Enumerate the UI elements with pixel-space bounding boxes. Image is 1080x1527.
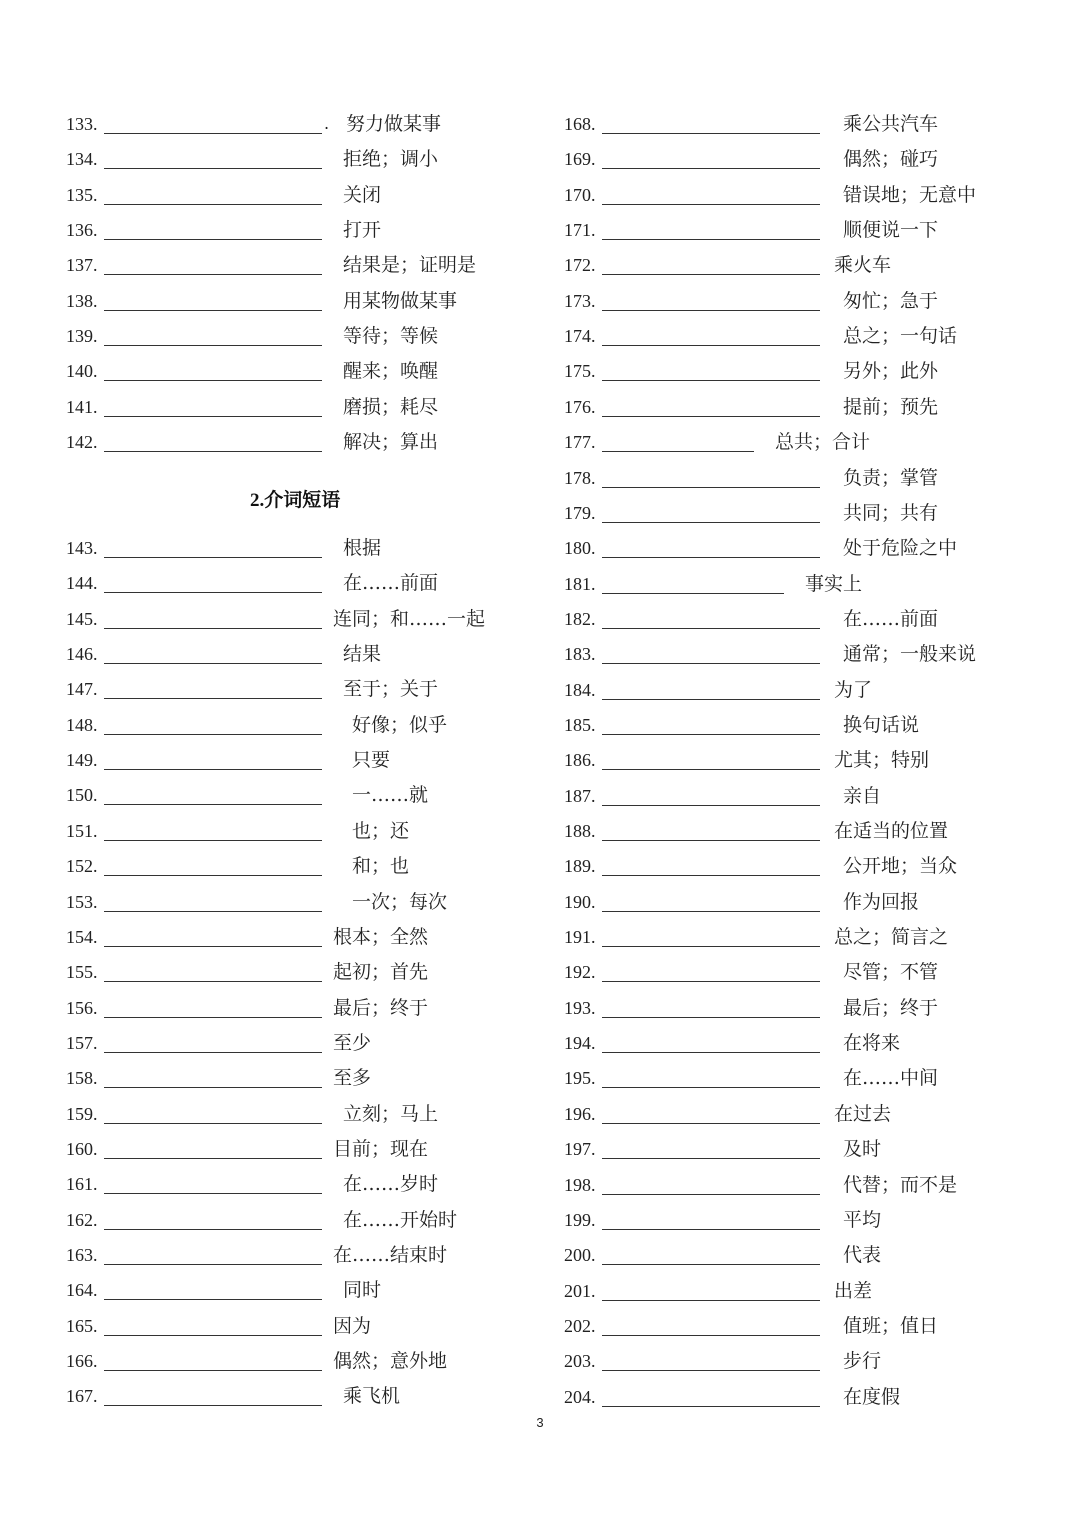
list-item	[0, 745, 540, 775]
answer-blank[interactable]	[602, 981, 820, 982]
item-number: 166.	[66, 1351, 98, 1372]
answer-blank[interactable]	[602, 557, 820, 558]
item-number: 157.	[66, 1032, 98, 1053]
item-number: 196.	[564, 1103, 596, 1124]
list-item	[498, 851, 1038, 881]
item-number: 179.	[564, 502, 596, 523]
item-number: 136.	[66, 220, 98, 241]
item-meaning: 解决；算出	[343, 431, 439, 454]
item-meaning: 磨损；耗尽	[343, 395, 439, 418]
answer-blank[interactable]	[104, 663, 322, 664]
list-item	[498, 180, 1038, 210]
list-item	[0, 392, 540, 422]
answer-blank[interactable]	[602, 1052, 820, 1053]
item-number: 148.	[66, 714, 98, 735]
item-number: 168.	[564, 114, 596, 134]
item-meaning: 在……开始时	[343, 1208, 458, 1231]
item-meaning: 总之；一句话	[843, 325, 958, 348]
item-number: 178.	[564, 467, 596, 488]
item-meaning: 只要	[352, 749, 391, 772]
answer-blank[interactable]	[104, 592, 322, 593]
item-meaning: 至于；关于	[343, 678, 439, 701]
answer-blank[interactable]	[104, 557, 322, 558]
item-number: 193.	[564, 997, 596, 1018]
list-item	[498, 781, 1038, 811]
list-item	[0, 427, 540, 457]
answer-blank[interactable]	[104, 946, 322, 947]
list-item	[0, 1240, 540, 1270]
item-number: 163.	[66, 1245, 98, 1265]
list-item	[498, 215, 1038, 245]
item-meaning: 另外；此外	[843, 360, 939, 383]
item-number: 133.	[66, 114, 98, 134]
list-item	[0, 887, 540, 917]
item-meaning: 在……前面	[843, 607, 939, 630]
item-number: 197.	[564, 1139, 596, 1160]
answer-blank[interactable]	[104, 274, 322, 275]
item-number: 135.	[66, 184, 98, 205]
item-number: 154.	[66, 926, 98, 947]
answer-blank[interactable]	[104, 1017, 322, 1018]
item-number: 156.	[66, 997, 98, 1018]
list-item	[0, 674, 540, 704]
item-number: 199.	[564, 1209, 596, 1230]
list-item	[0, 922, 540, 952]
item-number: 188.	[564, 821, 596, 841]
list-item	[0, 1063, 540, 1093]
item-number: 182.	[564, 608, 596, 629]
answer-blank[interactable]	[104, 1229, 322, 1230]
item-number: 200.	[564, 1245, 596, 1266]
answer-blank[interactable]	[602, 699, 820, 700]
item-meaning: 负责；掌管	[843, 466, 939, 489]
item-number: 204.	[564, 1386, 596, 1407]
item-meaning: 亲自	[843, 784, 882, 807]
item-number: 147.	[66, 679, 98, 700]
list-item	[498, 321, 1038, 351]
item-number: 189.	[564, 856, 596, 877]
item-meaning: 平均	[843, 1208, 882, 1231]
item-meaning: 在过去	[834, 1102, 892, 1125]
item-number: 167.	[66, 1386, 98, 1407]
item-number: 198.	[564, 1174, 596, 1195]
item-meaning: 起初；首先	[333, 961, 429, 984]
answer-blank[interactable]	[602, 204, 820, 205]
list-item	[498, 993, 1038, 1023]
item-meaning: 因为	[333, 1314, 372, 1337]
list-item	[498, 675, 1038, 705]
list-item	[498, 1276, 1038, 1306]
answer-blank[interactable]	[602, 487, 820, 488]
item-meaning: 总共；合计	[775, 431, 871, 454]
item-number: 145.	[66, 608, 98, 629]
item-number: 144.	[66, 573, 98, 594]
list-item	[498, 604, 1038, 634]
item-meaning: 换句话说	[843, 713, 920, 736]
list-item	[498, 639, 1038, 669]
list-item	[498, 1134, 1038, 1164]
item-meaning: 结果	[343, 643, 382, 666]
item-meaning: 尤其；特别	[834, 749, 930, 772]
item-meaning: 在度假	[843, 1385, 901, 1408]
answer-blank[interactable]	[602, 522, 820, 523]
answer-blank[interactable]	[602, 1264, 820, 1265]
item-meaning: 结果是；证明是	[343, 254, 477, 277]
answer-blank[interactable]	[104, 204, 322, 205]
list-item	[0, 851, 540, 881]
item-meaning: 最后；终于	[333, 996, 429, 1019]
answer-blank[interactable]	[104, 1193, 322, 1194]
answer-blank[interactable]	[104, 1335, 322, 1336]
item-number: 150.	[66, 785, 98, 806]
list-item	[0, 780, 540, 810]
item-number: 180.	[564, 538, 596, 559]
answer-blank[interactable]	[104, 133, 322, 134]
item-number: 158.	[66, 1068, 98, 1089]
list-item	[0, 1311, 540, 1341]
item-number: 160.	[66, 1138, 98, 1159]
item-number: 141.	[66, 396, 98, 417]
item-number: 170.	[564, 184, 596, 205]
item-number: 203.	[564, 1351, 596, 1372]
item-meaning: 在……岁时	[343, 1173, 439, 1196]
item-number: 184.	[564, 679, 596, 700]
item-meaning: 为了	[834, 678, 873, 701]
answer-blank[interactable]	[602, 805, 820, 806]
answer-blank[interactable]	[104, 981, 322, 982]
item-meaning: 醒来；唤醒	[343, 360, 439, 383]
list-item	[0, 1028, 540, 1058]
answer-blank[interactable]	[104, 734, 322, 735]
answer-blank[interactable]	[602, 946, 820, 947]
item-number: 151.	[66, 820, 98, 841]
item-number: 169.	[564, 149, 596, 170]
right-column	[498, 0, 1038, 1527]
item-meaning: 出差	[834, 1279, 873, 1302]
item-meaning: 乘火车	[834, 254, 892, 277]
answer-blank[interactable]	[104, 1052, 322, 1053]
answer-blank[interactable]	[104, 451, 322, 452]
item-meaning: 公开地；当众	[843, 855, 958, 878]
item-meaning: 目前；现在	[333, 1137, 429, 1160]
list-item	[0, 1169, 540, 1199]
item-meaning: 偶然；碰巧	[843, 148, 939, 171]
list-item	[498, 1382, 1038, 1412]
list-item	[498, 1240, 1038, 1270]
list-item	[0, 1134, 540, 1164]
item-number: 142.	[66, 432, 98, 453]
answer-blank[interactable]	[104, 1264, 322, 1265]
item-meaning: 值班；值日	[843, 1314, 939, 1337]
answer-blank[interactable]	[602, 1370, 820, 1371]
list-item	[0, 1381, 540, 1411]
answer-blank[interactable]	[602, 1123, 820, 1124]
item-meaning: 步行	[843, 1350, 882, 1373]
item-meaning: 连同；和……一起	[333, 607, 486, 630]
list-item	[0, 144, 540, 174]
item-meaning: 在……前面	[343, 572, 439, 595]
answer-blank[interactable]	[602, 1017, 820, 1018]
answer-blank[interactable]	[104, 239, 322, 240]
list-item	[498, 463, 1038, 493]
answer-blank[interactable]	[104, 840, 322, 841]
item-number: 140.	[66, 361, 98, 382]
answer-blank[interactable]	[602, 840, 820, 841]
answer-blank[interactable]	[602, 1194, 820, 1195]
answer-blank[interactable]	[602, 1087, 820, 1088]
list-item	[0, 180, 540, 210]
answer-blank[interactable]	[104, 1370, 322, 1371]
list-item	[498, 286, 1038, 316]
item-number: 181.	[564, 573, 596, 594]
section-title: 2.介词短语	[250, 489, 341, 511]
item-number: 195.	[564, 1068, 596, 1089]
answer-blank[interactable]	[104, 698, 322, 699]
answer-blank[interactable]	[602, 416, 820, 417]
item-meaning: 拒绝；调小	[343, 148, 439, 171]
item-meaning: 总之；简言之	[834, 926, 949, 949]
item-number: 172.	[564, 255, 596, 276]
item-meaning: 立刻；马上	[343, 1102, 439, 1125]
item-number: 201.	[564, 1280, 596, 1301]
list-item	[498, 1099, 1038, 1129]
list-item	[0, 1346, 540, 1376]
answer-blank[interactable]	[602, 628, 820, 629]
item-meaning: 顺便说一下	[843, 219, 939, 242]
list-item	[498, 1170, 1038, 1200]
answer-blank[interactable]	[104, 1158, 322, 1159]
list-item	[0, 250, 540, 280]
answer-blank[interactable]	[104, 1405, 322, 1406]
list-item	[0, 957, 540, 987]
answer-blank[interactable]	[602, 274, 820, 275]
answer-blank[interactable]	[602, 1406, 820, 1407]
list-item	[0, 1099, 540, 1129]
answer-blank[interactable]	[602, 310, 820, 311]
item-meaning: 在适当的位置	[834, 820, 949, 842]
list-item	[498, 533, 1038, 563]
item-number: 190.	[564, 891, 596, 912]
dot-mark: .	[324, 114, 330, 133]
item-number: 202.	[564, 1315, 596, 1336]
item-meaning: 最后；终于	[843, 996, 939, 1019]
answer-blank[interactable]	[104, 1087, 322, 1088]
item-number: 138.	[66, 290, 98, 311]
answer-blank[interactable]	[104, 1123, 322, 1124]
list-item	[0, 639, 540, 669]
item-number: 177.	[564, 432, 596, 453]
list-item	[498, 816, 1038, 846]
list-item	[0, 816, 540, 846]
item-meaning: 根本；全然	[333, 925, 429, 948]
item-meaning: 等待；等候	[343, 325, 439, 348]
item-meaning: 用某物做某事	[343, 289, 458, 312]
item-number: 149.	[66, 750, 98, 771]
item-meaning: 处于危险之中	[843, 537, 958, 560]
list-item	[0, 993, 540, 1023]
list-item	[498, 1346, 1038, 1376]
list-item	[498, 1205, 1038, 1235]
answer-blank[interactable]	[602, 911, 820, 912]
item-number: 164.	[66, 1280, 98, 1301]
item-meaning: 努力做某事	[346, 113, 442, 135]
item-meaning: 代表	[843, 1244, 882, 1267]
item-meaning: 及时	[843, 1138, 882, 1161]
list-item	[0, 215, 540, 245]
list-item	[498, 250, 1038, 280]
answer-blank[interactable]	[602, 663, 820, 664]
item-meaning: 乘飞机	[343, 1385, 401, 1408]
item-meaning: 一次；每次	[352, 890, 448, 913]
answer-blank[interactable]	[602, 769, 820, 770]
item-meaning: 在……结束时	[333, 1244, 448, 1266]
item-number: 139.	[66, 326, 98, 347]
item-number: 155.	[66, 962, 98, 983]
list-item	[498, 1063, 1038, 1093]
list-item	[498, 392, 1038, 422]
item-meaning: 同时	[343, 1279, 382, 1302]
list-item	[0, 604, 540, 634]
item-meaning: 作为回报	[843, 890, 920, 913]
list-item	[498, 1028, 1038, 1058]
answer-blank[interactable]	[602, 1335, 820, 1336]
item-number: 191.	[564, 927, 596, 948]
item-number: 153.	[66, 891, 98, 912]
answer-blank[interactable]	[602, 875, 820, 876]
answer-blank[interactable]	[602, 1158, 820, 1159]
answer-blank[interactable]	[104, 416, 322, 417]
list-item	[0, 710, 540, 740]
item-meaning: 关闭	[343, 183, 382, 206]
answer-blank[interactable]	[602, 734, 820, 735]
item-number: 175.	[564, 361, 596, 382]
item-meaning: 至多	[333, 1067, 372, 1090]
item-number: 187.	[564, 785, 596, 806]
answer-blank[interactable]	[104, 168, 322, 169]
item-meaning: 根据	[343, 537, 382, 559]
item-number: 194.	[564, 1033, 596, 1054]
list-item	[498, 710, 1038, 740]
item-number: 185.	[564, 714, 596, 735]
answer-blank[interactable]	[602, 1300, 820, 1301]
answer-blank[interactable]	[104, 804, 322, 805]
item-number: 183.	[564, 644, 596, 665]
list-item	[0, 533, 540, 563]
list-item	[498, 887, 1038, 917]
list-item	[498, 144, 1038, 174]
item-meaning: 尽管；不管	[843, 961, 939, 984]
list-item	[498, 498, 1038, 528]
list-item	[498, 745, 1038, 775]
item-number: 186.	[564, 750, 596, 771]
answer-blank[interactable]	[104, 345, 322, 346]
item-number: 143.	[66, 538, 98, 558]
list-item	[0, 286, 540, 316]
list-item	[0, 1205, 540, 1235]
answer-blank[interactable]	[104, 875, 322, 876]
item-number: 137.	[66, 255, 98, 276]
list-item	[498, 427, 1038, 457]
item-meaning: 乘公共汽车	[843, 113, 939, 135]
answer-blank[interactable]	[602, 168, 820, 169]
item-number: 171.	[564, 220, 596, 241]
list-item	[498, 922, 1038, 952]
item-meaning: 至少	[333, 1031, 372, 1054]
list-item	[0, 109, 540, 139]
item-meaning: 在……中间	[843, 1067, 939, 1090]
item-number: 173.	[564, 290, 596, 311]
item-meaning: 错误地；无意中	[843, 183, 977, 206]
item-meaning: 提前；预先	[843, 395, 939, 418]
answer-blank[interactable]	[104, 911, 322, 912]
item-meaning: 也；还	[352, 819, 410, 842]
item-number: 146.	[66, 644, 98, 665]
item-meaning: 匆忙；急于	[843, 289, 939, 312]
item-number: 161.	[66, 1174, 98, 1195]
item-number: 152.	[66, 856, 98, 877]
item-meaning: 好像；似乎	[352, 713, 448, 736]
item-meaning: 共同；共有	[843, 501, 939, 524]
list-item	[0, 568, 540, 598]
page-number: 3	[536, 1415, 544, 1430]
item-number: 174.	[564, 326, 596, 347]
item-meaning: 在将来	[843, 1032, 901, 1055]
list-item	[498, 109, 1038, 139]
answer-blank[interactable]	[104, 380, 322, 381]
list-item	[0, 356, 540, 386]
answer-blank[interactable]	[602, 239, 820, 240]
answer-blank[interactable]	[104, 628, 322, 629]
list-item	[498, 356, 1038, 386]
list-item	[498, 1311, 1038, 1341]
answer-blank[interactable]	[602, 380, 820, 381]
answer-blank[interactable]	[104, 1299, 322, 1300]
answer-blank[interactable]	[602, 1229, 820, 1230]
item-meaning: 通常；一般来说	[843, 643, 977, 666]
item-meaning: 代替；而不是	[843, 1173, 958, 1196]
item-meaning: 偶然；意外地	[333, 1350, 448, 1373]
item-number: 165.	[66, 1315, 98, 1336]
answer-blank[interactable]	[602, 593, 784, 594]
item-number: 134.	[66, 149, 98, 170]
answer-blank[interactable]	[602, 133, 820, 134]
list-item	[0, 321, 540, 351]
item-meaning: 打开	[343, 219, 382, 242]
list-item	[0, 1275, 540, 1305]
list-item	[498, 569, 1038, 599]
item-meaning: 事实上	[805, 572, 863, 595]
answer-blank[interactable]	[104, 310, 322, 311]
answer-blank[interactable]	[602, 451, 754, 452]
item-number: 192.	[564, 962, 596, 983]
list-item	[498, 957, 1038, 987]
answer-blank[interactable]	[104, 769, 322, 770]
item-number: 159.	[66, 1103, 98, 1124]
item-meaning: 一……就	[352, 784, 429, 807]
item-number: 176.	[564, 396, 596, 417]
item-meaning: 和；也	[352, 855, 410, 878]
answer-blank[interactable]	[602, 345, 820, 346]
item-number: 162.	[66, 1209, 98, 1230]
